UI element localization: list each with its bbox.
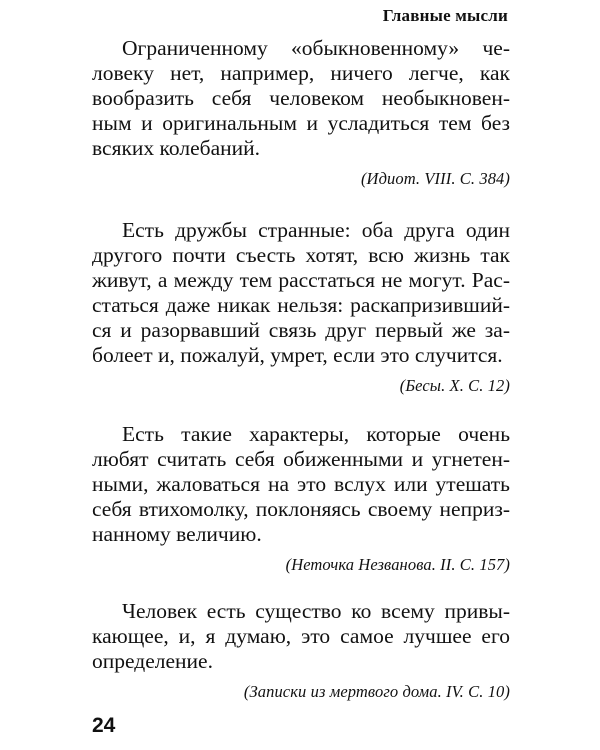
quote-1-line-4: ным и оригинальным и усладиться тем без (92, 111, 510, 135)
quote-2-line-6: болеет и, пожалуй, умрет, если это случится. (92, 343, 503, 367)
quote-1-source: (Идиот. VIII. С. 384) (360, 169, 510, 188)
quote-2-line-5: ся и разорвавший связь друг первый же за- (92, 318, 510, 342)
quote-3-source: (Неточка Незванова. II. С. 157) (285, 555, 510, 574)
quote-1-line-5: всяких колебаний. (92, 136, 261, 160)
quote-1-text (92, 36, 510, 161)
quote-3-line-1: Есть такие характеры, которые очень (122, 422, 510, 446)
quote-2-source: (Бесы. X. С. 12) (399, 376, 510, 395)
quote-4-line-1: Человек есть существо ко всему привы- (122, 599, 510, 623)
quote-4 (92, 599, 510, 702)
quote-2 (92, 218, 510, 396)
quote-4-source: (Записки из мертвого дома. IV. С. 10) (243, 682, 510, 701)
quote-2-line-4: статься даже никак нельзя: раскапризивший- (92, 293, 510, 317)
quote-1-line-2: ловеку нет, например, ничего легче, как (92, 61, 510, 85)
quote-1-line-1: Ограниченному «обыкновенному» че- (122, 36, 510, 60)
quote-3-text (92, 422, 510, 547)
quote-1-line-3: вообразить себя человеком необыкновен- (92, 86, 510, 110)
quote-1 (92, 36, 510, 189)
quote-2-line-3: живут, а между тем расстаться не могут. Рас- (92, 268, 510, 292)
quote-4-text (92, 599, 510, 674)
quote-3-line-5: нанному величию. (92, 522, 262, 546)
quote-2-line-1: Есть дружбы странные: оба друга один (122, 218, 510, 242)
quote-3 (92, 422, 510, 575)
quote-4-line-2: кающее, и, я думаю, это самое лучшее его (92, 624, 510, 648)
quote-4-line-3: определение. (92, 649, 213, 673)
running-header: Главные мысли (382, 6, 508, 25)
quote-3-line-3: ными, жаловаться на это вслух или утешать (92, 472, 510, 496)
quote-2-text (92, 218, 510, 368)
quote-3-line-4: себя втихомолку, поклоняясь своему неприз- (92, 497, 510, 521)
quote-3-line-2: любят считать себя обиженными и угнетен- (92, 447, 510, 471)
page-number: 24 (92, 714, 116, 737)
quote-2-line-2: другого почти съесть хотят, всю жизнь так (92, 243, 510, 267)
